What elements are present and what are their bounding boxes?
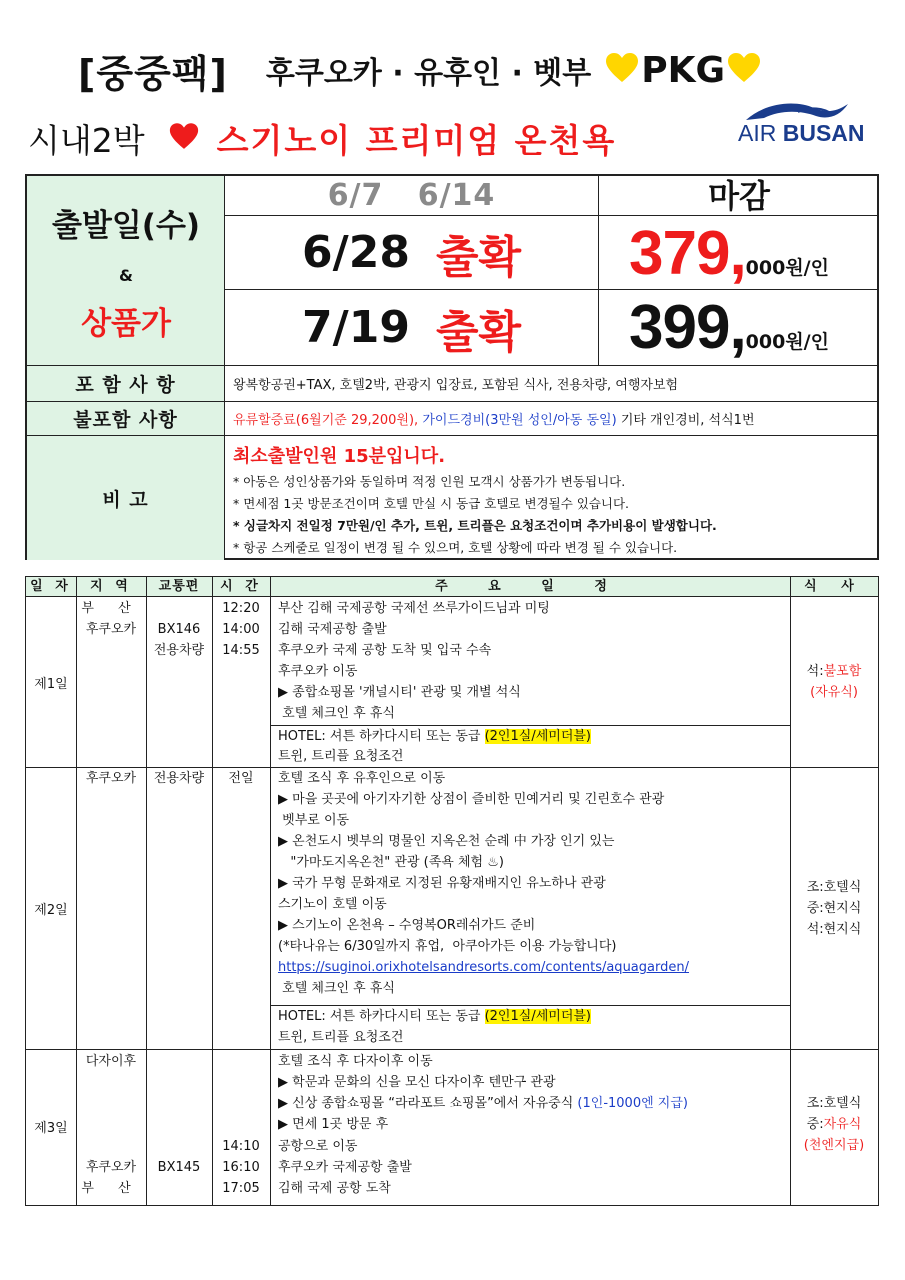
remarks-row xyxy=(27,436,879,560)
room-type-highlight: (2인1실/세미더블) xyxy=(484,729,592,744)
guide-fee-text: 가이드경비(3만원 성인/아동 동일) xyxy=(422,413,617,428)
schedule-line: 후쿠오카 국제공항 출발 xyxy=(278,1160,412,1175)
schedule-line: ▶ 학문과 문화의 신을 모신 다자이후 텐만구 관광 xyxy=(278,1075,556,1090)
time: 14:55 xyxy=(222,643,260,658)
airline-logo-text xyxy=(738,120,865,147)
package-bracket-title: [중중팩] xyxy=(78,51,228,96)
departure-date-row-2 xyxy=(225,290,599,366)
departure-product-label-cell xyxy=(27,176,225,366)
header-main-schedule: 주 요 일 정 xyxy=(270,577,790,597)
product-price-label: 상품가 xyxy=(81,306,171,342)
meal-note: (자유식) xyxy=(810,685,858,700)
meal-lunch: 중:현지식 xyxy=(806,901,862,916)
yellow-heart-icon xyxy=(727,53,761,87)
aquagarden-link[interactable]: https://suginoi.orixhotelsandresorts.com/contents/aquagarden/ xyxy=(278,960,689,975)
price-table xyxy=(25,174,879,560)
time: 14:10 xyxy=(222,1139,260,1154)
meal-note: (천엔지급) xyxy=(803,1138,865,1153)
hotel-request-note: 트윈, 트리플 요청조건 xyxy=(278,1030,404,1045)
closed-label: 마감 xyxy=(599,176,879,216)
closed-dates: 6/7 6/14 xyxy=(225,176,599,216)
time: 12:20 xyxy=(222,601,260,616)
departure-label: 출발일(수) xyxy=(51,208,201,244)
remark-line: * 싱글차지 전일정 7만원/인 추가, 트윈, 트리플은 요청조건이며 추가비용이 발생합니다. xyxy=(233,518,717,533)
schedule-line: ▶ 종합쇼핑몰 '캐널시티' 관광 및 개별 석식 xyxy=(278,685,521,700)
time-all-day: 전일 xyxy=(228,771,254,786)
hotel-info xyxy=(278,1006,591,1027)
meal-dinner: 석:현지식 xyxy=(806,922,862,937)
schedule-line: "가마도지옥온천" 관광 (족욕 체험 ♨) xyxy=(278,855,504,870)
time: 14:00 xyxy=(222,622,260,637)
time: 17:05 xyxy=(222,1181,260,1196)
schedule-line: ▶ 온천도시 벳부의 명물인 지옥온천 순례 中 가장 인기 있는 xyxy=(278,834,615,849)
day-3-label: 제3일 xyxy=(34,1121,68,1136)
price-unit: 000원/인 xyxy=(745,257,829,279)
excluded-text xyxy=(233,402,755,435)
header-meals: 식 사 xyxy=(790,577,878,597)
header-time: 시 간 xyxy=(212,577,270,597)
other-expenses-text: 기타 개인경비, 석식1번 xyxy=(620,413,755,428)
price-row-2 xyxy=(599,290,879,366)
grid-line xyxy=(212,577,213,1205)
region-busan: 부 산 xyxy=(81,601,141,616)
schedule-line: 벳부로 이동 xyxy=(278,813,350,828)
premium-onsen-title: 스기노이 프리미엄 온천욕 xyxy=(216,120,617,160)
region-fukuoka: 후쿠오카 xyxy=(85,771,137,786)
meal-lunch xyxy=(790,1114,878,1135)
meal-prefix: 중: xyxy=(806,1117,824,1132)
schedule-line: 김해 국제 공항 도착 xyxy=(278,1181,391,1196)
excluded-label: 불포함 사항 xyxy=(27,402,225,435)
schedule-line: (*타나유는 6/30일까지 휴업, 아쿠아가든 이용 가능합니다) xyxy=(278,939,617,954)
schedule-line: 스기노이 호텔 이동 xyxy=(278,897,387,912)
grid-line xyxy=(270,577,271,1205)
grid-line xyxy=(146,577,147,1205)
remark-line: * 항공 스케줄로 일정이 변경 될 수 있으며, 호텔 상황에 따라 변경 될 수 있습니다. xyxy=(233,540,678,555)
hotel-name: HOTEL: 셔튼 하카다시티 또는 동급 xyxy=(278,1009,485,1024)
schedule-line: 호텔 체크인 후 휴식 xyxy=(278,981,395,996)
grid-line xyxy=(26,1049,878,1050)
grid-line xyxy=(76,577,77,1205)
departure-date-row-1 xyxy=(225,216,599,290)
time: 16:10 xyxy=(222,1160,260,1175)
region-dazaifu: 다자이후 xyxy=(85,1054,137,1069)
hotel-info xyxy=(278,726,591,747)
day-1-label: 제1일 xyxy=(34,677,68,692)
schedule-line: 호텔 조식 후 유후인으로 이동 xyxy=(278,771,446,786)
price-row-1 xyxy=(599,216,879,290)
meal-free-choice: 자유식 xyxy=(823,1117,862,1132)
confirmed-status: 출확 xyxy=(435,306,521,358)
transport-bus: 전용차량 xyxy=(153,771,205,786)
air-busan-logo xyxy=(736,98,866,150)
header-transport: 교통편 xyxy=(146,577,212,597)
price-thousands: 379, xyxy=(629,219,746,288)
hotel-name: HOTEL: 셔튼 하카다시티 또는 동급 xyxy=(278,729,485,744)
header-day: 일 자 xyxy=(26,577,76,597)
confirmed-status: 출확 xyxy=(435,231,521,283)
shopping-line xyxy=(278,1093,688,1114)
schedule-line: 후쿠오카 국제 공항 도착 및 입국 수속 xyxy=(278,643,492,658)
region-busan: 부 산 xyxy=(81,1181,141,1196)
logo-name: BUSAN xyxy=(782,120,865,146)
ampersand: & xyxy=(119,266,133,285)
schedule-line: ▶ 면세 1곳 방문 후 xyxy=(278,1117,389,1132)
meal-not-included: 불포함 xyxy=(823,664,862,679)
itinerary-table xyxy=(25,576,879,1206)
red-heart-icon xyxy=(169,123,199,154)
excluded-row xyxy=(27,402,879,436)
day-2-label: 제2일 xyxy=(34,903,68,918)
remarks-label: 비 고 xyxy=(27,436,225,560)
header-region: 지 역 xyxy=(76,577,146,597)
yellow-heart-icon xyxy=(605,53,639,87)
hotel-request-note: 트윈, 트리플 요청조건 xyxy=(278,749,404,764)
departure-date: 7/19 xyxy=(302,302,410,353)
transport-bus: 전용차량 xyxy=(153,643,205,658)
meal-dinner xyxy=(790,661,878,682)
title-line-1 xyxy=(78,40,761,100)
included-label: 포 함 사 항 xyxy=(27,366,225,401)
route-title: 후쿠오카 · 유후인 · 벳부 xyxy=(265,56,592,91)
city-nights-label: 시내2박 xyxy=(28,120,145,160)
schedule-line: 공항으로 이동 xyxy=(278,1139,358,1154)
remarks-content xyxy=(233,442,871,559)
minimum-participants-note: 최소출발인원 15분입니다. xyxy=(233,446,446,467)
region-fukuoka: 후쿠오카 xyxy=(85,622,137,637)
remark-line: * 아동은 성인상품가와 동일하며 적정 인원 모객시 상품가가 변동됩니다. xyxy=(233,474,626,489)
shopping-text: ▶ 신상 종합쇼핑몰 “라라포트 쇼핑몰”에서 자유중식 xyxy=(278,1096,578,1111)
schedule-line: ▶ 스기노이 온천욕 – 수영복OR레쉬가드 준비 xyxy=(278,918,536,933)
logo-prefix: AIR xyxy=(738,120,777,146)
meal-prefix: 석: xyxy=(806,664,824,679)
schedule-line: 김해 국제공항 출발 xyxy=(278,622,387,637)
departure-date: 6/28 xyxy=(302,227,410,278)
price-unit: 000원/인 xyxy=(745,331,829,353)
remark-line: * 면세점 1곳 방문조건이며 호텔 만실 시 동급 호텔로 변경될수 있습니다. xyxy=(233,496,630,511)
title-line-2 xyxy=(28,110,616,166)
schedule-line: ▶ 마을 곳곳에 아기자기한 상점이 즐비한 민예거리 및 긴린호수 관광 xyxy=(278,792,665,807)
pkg-label: PKG xyxy=(641,49,726,91)
room-type-highlight: (2인1실/세미더블) xyxy=(484,1009,592,1024)
region-fukuoka: 후쿠오카 xyxy=(85,1160,137,1175)
meal-breakfast: 조:호텔식 xyxy=(806,1096,862,1111)
flight-number: BX145 xyxy=(157,1160,201,1175)
included-row xyxy=(27,366,879,402)
price-thousands: 399, xyxy=(629,293,746,362)
schedule-line: 후쿠오카 이동 xyxy=(278,664,358,679)
fuel-surcharge-text: 유류할증료(6월기준 29,200원), xyxy=(233,413,419,428)
schedule-line: 호텔 체크인 후 휴식 xyxy=(278,706,395,721)
flight-number: BX146 xyxy=(157,622,201,637)
schedule-line: ▶ 국가 무형 문화재로 지정된 유황재배지인 유노하나 관광 xyxy=(278,876,606,891)
meal-breakfast: 조:호텔식 xyxy=(806,880,862,895)
schedule-line: 호텔 조식 후 다자이후 이동 xyxy=(278,1054,433,1069)
allowance-text: (1인-1000엔 지급) xyxy=(577,1096,688,1111)
included-text: 왕복항공권+TAX, 호텔2박, 관광지 입장료, 포함된 식사, 전용차량, 여행자보험 xyxy=(233,378,679,393)
schedule-line: 부산 김해 국제공항 국제선 쓰루가이드님과 미팅 xyxy=(278,601,550,616)
